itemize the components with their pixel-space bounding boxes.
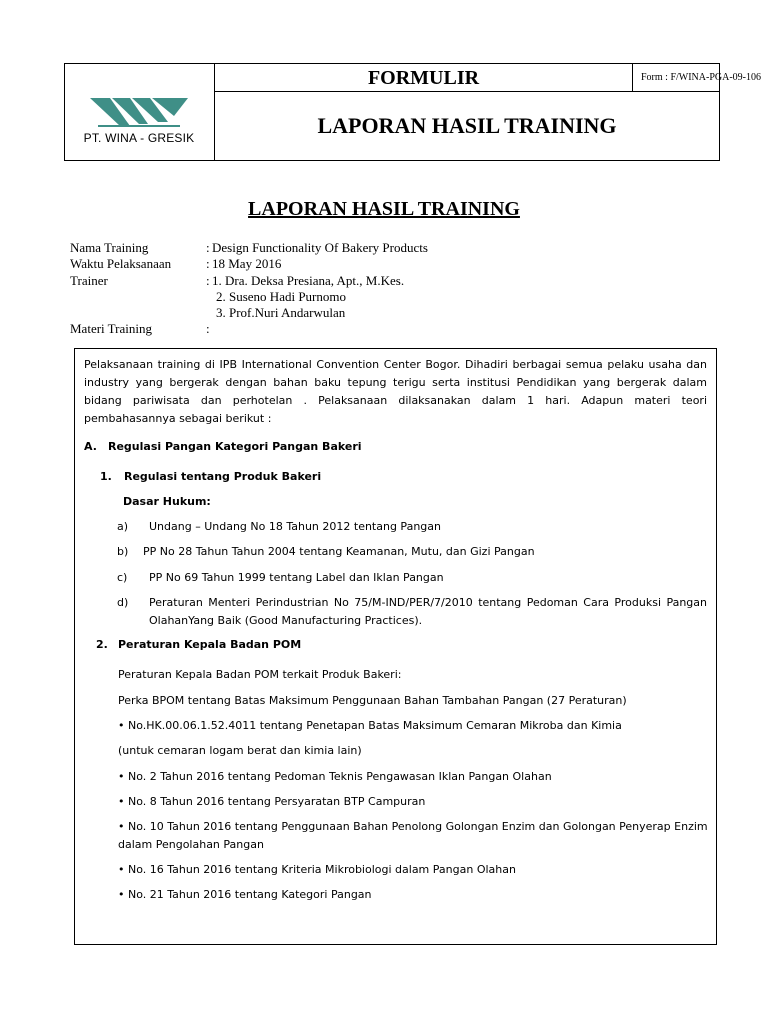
bpom-line: • No. 10 Tahun 2016 tentang Penggunaan Bahan Penolong Golongan Enzim dan Golongan Penyerap Enzim dalam Pengolahan Pangan (118, 820, 708, 851)
subsection-title: Regulasi tentang Produk Bakeri (124, 470, 322, 483)
section-title: Regulasi Pangan Kategori Pangan Bakeri (108, 440, 362, 453)
law-item-b (117, 543, 535, 561)
bpom-line: • No. 16 Tahun 2016 tentang Kriteria Mikrobiologi dalam Pangan Olahan (118, 863, 516, 876)
info-colon: : (206, 321, 210, 337)
law-text: Peraturan Menteri Perindustrian No 75/M-IND/PER/7/2010 tentang Pedoman Cara Produksi Pangan OlahanYang Baik (Good Manufacturing Practices). (149, 596, 707, 627)
law-marker: b) (117, 545, 129, 558)
law-text: PP No 28 Tahun Tahun 2004 tentang Keamanan, Mutu, dan Gizi Pangan (143, 545, 535, 558)
law-item-d (117, 594, 707, 630)
info-value: 3. Prof.Nuri Andarwulan (216, 305, 346, 321)
info-value: 2. Suseno Hadi Purnomo (216, 288, 346, 304)
logo-cell (65, 64, 215, 160)
subsection-2-heading (96, 636, 301, 654)
law-text: Undang – Undang No 18 Tahun 2012 tentang Pangan (149, 520, 441, 533)
section-marker: A. (84, 440, 97, 453)
bpom-line: • No. 21 Tahun 2016 tentang Kategori Pangan (118, 888, 372, 901)
law-marker: c) (117, 571, 128, 584)
dasar-hukum-label: Dasar Hukum: (123, 495, 211, 508)
bpom-line: Peraturan Kepala Badan POM terkait Produk Bakeri: (118, 668, 402, 681)
form-type-label: FORMULIR (215, 64, 633, 92)
law-text: PP No 69 Tahun 1999 tentang Label dan Iklan Pangan (149, 571, 444, 584)
training-content-box (74, 348, 717, 945)
info-label: Nama Training (70, 240, 149, 255)
subsection-1-heading (100, 468, 321, 486)
info-colon: : (206, 240, 210, 255)
law-marker: d) (117, 596, 129, 609)
bpom-line: • No. 8 Tahun 2016 tentang Persyaratan BTP Campuran (118, 795, 426, 808)
info-label: Trainer (70, 272, 108, 288)
section-a-heading (84, 438, 362, 456)
info-colon: : (206, 256, 210, 272)
info-label: Waktu Pelaksanaan (70, 256, 172, 272)
company-name: PT. WINA - GRESIK (83, 131, 195, 145)
law-item-a (117, 518, 441, 536)
document-title: LAPORAN HASIL TRAINING (248, 198, 520, 220)
form-header (64, 63, 761, 161)
header-title: LAPORAN HASIL TRAINING (317, 113, 617, 138)
form-code: Form : F/WINA-PGA-09-106 (633, 64, 719, 92)
subsection-marker: 1. (100, 470, 112, 483)
bpom-line: • No.HK.00.06.1.52.4011 tentang Penetapan Batas Maksimum Cemaran Mikroba dan Kimia (118, 719, 622, 732)
intro-paragraph: Pelaksanaan training di IPB International Convention Center Bogor. Dihadiri berbagai semua pelaku usaha dan industry yang bergerak dengan bahan baku tepung terigu serta institusi Pendidikan yang bergerak dalam bidang pariwisata dan perhotelan . Pelaksanaan dilaksanakan dalam 1 hari. Adapun materi teori pembahasannya sebagai berikut : (84, 358, 707, 425)
bpom-line: Perka BPOM tentang Batas Maksimum Penggunaan Bahan Tambahan Pangan (27 Peraturan) (118, 694, 627, 707)
info-colon: : (206, 272, 210, 288)
company-logo-icon (90, 98, 188, 128)
info-value: 18 May 2016 (212, 256, 282, 272)
info-value: Design Functionality Of Bakery Products (212, 240, 428, 255)
law-marker: a) (117, 520, 129, 533)
subsection-marker: 2. (96, 638, 108, 651)
info-value: 1. Dra. Deksa Presiana, Apt., M.Kes. (212, 272, 405, 288)
bpom-line: (untuk cemaran logam berat dan kimia lain) (118, 744, 362, 757)
law-item-c (117, 569, 444, 587)
bpom-line: • No. 2 Tahun 2016 tentang Pedoman Teknis Pengawasan Iklan Pangan Olahan (118, 770, 552, 783)
subsection-title: Peraturan Kepala Badan POM (118, 638, 302, 651)
info-label: Materi Training (70, 321, 152, 337)
